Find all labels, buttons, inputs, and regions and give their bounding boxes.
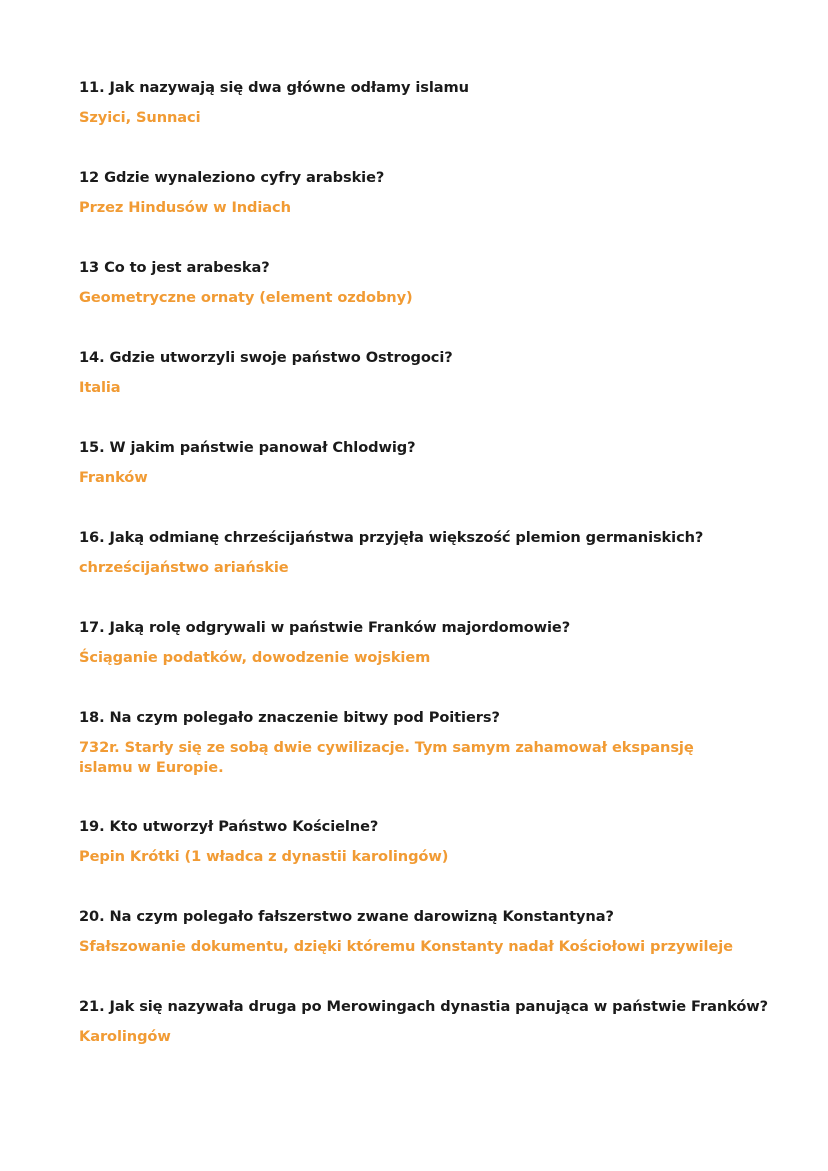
question-text: 17. Jaką rolę odgrywali w państwie Franków majordomowie? (79, 619, 571, 636)
answer-text: Sfałszowanie dokumentu, dzięki któremu Konstanty nadał Kościołowi przywileje (79, 938, 733, 955)
qa-item-19 (79, 817, 759, 907)
qa-item-14 (79, 348, 759, 438)
qa-item-16 (79, 528, 759, 618)
qa-item-13 (79, 258, 759, 348)
qa-item-20 (79, 907, 759, 997)
question-answer-list (79, 78, 769, 1087)
question-text: 19. Kto utworzył Państwo Kościelne? (79, 818, 379, 835)
answer-text: Szyici, Sunnaci (79, 109, 201, 126)
question-text: 11. Jak nazywają się dwa główne odłamy islamu (79, 79, 469, 96)
question-text: 15. W jakim państwie panował Chlodwig? (79, 439, 416, 456)
answer-text: Geometryczne ornaty (element ozdobny) (79, 289, 413, 306)
qa-item-17 (79, 618, 759, 708)
question-text: 18. Na czym polegało znaczenie bitwy pod Poitiers? (79, 709, 500, 726)
answer-text: Karolingów (79, 1028, 171, 1045)
question-text: 13 Co to jest arabeska? (79, 259, 270, 276)
question-text: 14. Gdzie utworzyli swoje państwo Ostrogoci? (79, 349, 453, 366)
question-text: 21. Jak się nazywała druga po Merowingach dynastia panująca w państwie Franków? (79, 998, 769, 1015)
qa-item-15 (79, 438, 759, 528)
answer-text: Italia (79, 379, 121, 396)
question-text: 12 Gdzie wynaleziono cyfry arabskie? (79, 169, 385, 186)
answer-text: Franków (79, 469, 148, 486)
answer-text: Pepin Krótki (1 władca z dynastii karolingów) (79, 848, 449, 865)
qa-item-11 (79, 78, 759, 168)
answer-text: Ściąganie podatków, dowodzenie wojskiem (79, 649, 431, 666)
answer-text: 732r. Starły się ze sobą dwie cywilizacje. Tym samym zahamował ekspansję islamu w Europie. (79, 739, 694, 776)
qa-item-18 (79, 708, 759, 817)
qa-item-12 (79, 168, 759, 258)
question-text: 20. Na czym polegało fałszerstwo zwane darowizną Konstantyna? (79, 908, 614, 925)
question-text: 16. Jaką odmianę chrześcijaństwa przyjęła większość plemion germaniskich? (79, 529, 704, 546)
answer-text: chrześcijaństwo ariańskie (79, 559, 289, 576)
answer-text: Przez Hindusów w Indiach (79, 199, 291, 216)
qa-item-21 (79, 997, 769, 1087)
